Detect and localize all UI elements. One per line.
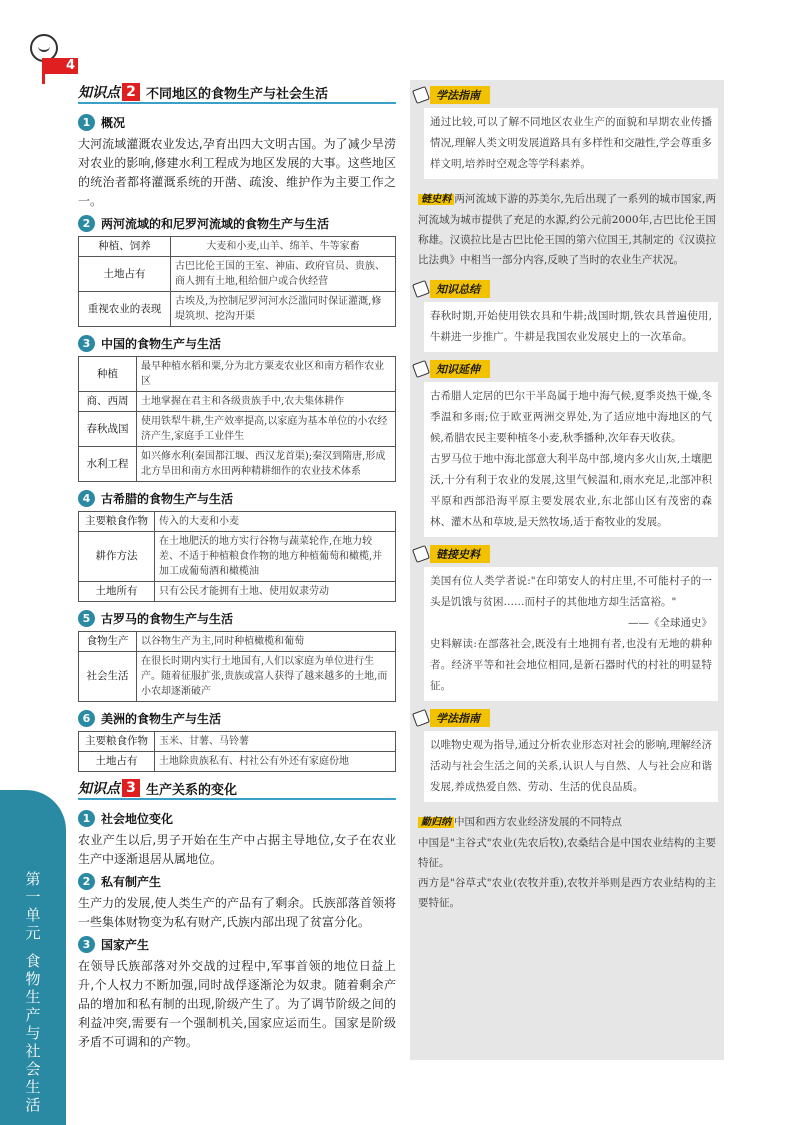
- kp-number-badge: 2: [122, 83, 140, 101]
- table-row: 种植、饲养 大麦和小麦,山羊、绵羊、牛等家畜: [79, 237, 396, 257]
- section-header: 3 中国的食物生产与生活: [78, 333, 396, 353]
- section-header: 1 概况: [78, 112, 396, 132]
- extension-box: 古希腊人定居的巴尔干半岛属于地中海气候,夏季炎热干燥,冬季温和多雨;位于欧亚两洲交界处,为了适应地中海地区的气候,希腊农民主要种植冬小麦,秋季播种,次年春天收获。 古罗马位于地中海北部意大利半岛中部,境内多火山灰,土壤肥沃,十分有利于农业的发展,这里气候温和,雨水充足,北部冲积平原和西部沿海平原主要发展农业,东北部山区有茂密的森林、灌木丛和草坡,是天然牧场,适于畜牧业的发展。: [424, 382, 718, 537]
- pen-icon: [412, 709, 430, 727]
- section-header: 1 社会地位变化: [78, 808, 396, 828]
- body-text: 农业产生以后,男子开始在生产中占据主导地位,女子在农业生产中逐渐退居从属地位。: [78, 833, 396, 866]
- section-header: 2 私有制产生: [78, 871, 396, 891]
- table-row: 社会生活 在很长时期内实行土地国有,人们以家庭为单位进行生产。随着征服扩张,贵族或富人获得了越来越多的土地,而小农却逐渐破产: [79, 652, 396, 702]
- pen-icon: [412, 360, 430, 378]
- number-circle: 2: [78, 215, 95, 232]
- summary-box: 春秋时期,开始使用铁农具和牛耕;战国时期,铁农具普遍使用,牛耕进一步推广。牛耕是我国农业发展史上的一次革命。: [424, 302, 718, 352]
- table-row: 土地占有 土地除贵族私有、村社公有外还有家庭份地: [79, 752, 396, 772]
- note-header: 链接史料: [414, 543, 724, 565]
- pen-icon: [412, 545, 430, 563]
- history-source-note: 链史料 两河流域下游的苏美尔,先后出现了一系列的城市国家,两河流域为城市提供了充足的水源,约公元前2000年,古巴比伦王国称雄。汉谟拉比是古巴比伦王国的第六位国王,其制定的《汉谟拉比法典》中相当一部分内容,反映了当时的农业生产状况。: [418, 193, 716, 266]
- sidebar-notes: [410, 80, 724, 1060]
- knowledge-point-3-header: 知识点 3 生产关系的变化: [78, 778, 396, 800]
- number-circle: 6: [78, 710, 95, 727]
- table-row: 主要粮食作物 传入的大麦和小麦: [79, 512, 396, 532]
- table-china: [78, 356, 396, 482]
- note-header: 知识总结: [414, 278, 724, 300]
- table-row: 食物生产 以谷物生产为主,同时种植橄榄和葡萄: [79, 632, 396, 652]
- number-circle: 3: [78, 335, 95, 352]
- conclusion-note: 勤归纳 中国和西方农业经济发展的不同特点 中国是"主谷式"农业(先农后牧),农桑结合是中国农业结构的主要特征。 西方是"谷草式"农业(农牧并重),农牧并举则是西方农业结构的主要特征。: [418, 816, 716, 909]
- number-circle: 3: [78, 936, 95, 953]
- table-row: 重视农业的表现 古埃及,为控制尼罗河河水泛滥同时保证灌溉,修堤筑坝、挖沟开渠: [79, 292, 396, 327]
- table-row: 土地所有 只有公民才能拥有土地、使用奴隶劳动: [79, 582, 396, 602]
- kp-title: 不同地区的食物生产与社会生活: [146, 86, 329, 102]
- note-header: 学法指南: [414, 707, 724, 729]
- section-header: 4 古希腊的食物生产与生活: [78, 488, 396, 508]
- number-circle: 5: [78, 610, 95, 627]
- study-guide-box: 通过比较,可以了解不同地区农业生产的面貌和早期农业传播情况,理解人类文明发展道路具有多样性和交融性,学会尊重多样文明,培养时空观念等学科素养。: [424, 108, 718, 179]
- table-row: 主要粮食作物 玉米、甘薯、马铃薯: [79, 732, 396, 752]
- table-row: 耕作方法 在土地肥沃的地方实行谷物与蔬菜轮作,在地力较差、不适于种植粮食作物的地方种植葡萄和橄榄,并加工成葡萄酒和橄榄油: [79, 532, 396, 582]
- pen-icon: [412, 86, 430, 104]
- knowledge-point-2-header: 知识点 2 不同地区的食物生产与社会生活: [78, 82, 396, 104]
- kp-title: 生产关系的变化: [146, 782, 238, 798]
- table-greece: [78, 511, 396, 602]
- overview-text: 大河流域灌溉农业发达,孕育出四大文明古国。为了减少旱涝对农业的影响,修建水利工程成为地区发展的大事。这些地区的统治者都将灌溉系统的开凿、疏浚、维护作为主要工作之一。: [78, 137, 396, 208]
- main-column: [78, 82, 396, 1052]
- pen-icon: [412, 280, 430, 298]
- table-row: 商、西周 土地掌握在君主和各级贵族手中,农夫集体耕作: [79, 392, 396, 412]
- table-row: 土地占有 古巴比伦王国的王室、神庙、政府官员、贵族、商人拥有土地,租给佃户或合伙经营: [79, 257, 396, 292]
- note-header: 知识延伸: [414, 358, 724, 380]
- table-americas: [78, 731, 396, 772]
- section-header: 5 古罗马的食物生产与生活: [78, 608, 396, 628]
- note-header: 学法指南: [414, 84, 724, 106]
- table-mesopotamia-egypt: [78, 236, 396, 327]
- table-rome: [78, 631, 396, 702]
- section-header: 6 美洲的食物生产与生活: [78, 708, 396, 728]
- section-header: 2 两河流域的和尼罗河流域的食物生产与生活: [78, 213, 396, 233]
- number-circle: 1: [78, 114, 95, 131]
- kp-number-badge: 3: [122, 779, 140, 797]
- study-guide-box: 以唯物史观为指导,通过分析农业形态对社会的影响,理解经济活动与社会生活之间的关系,认识人与自然、人与社会应和谐发展,养成热爱自然、劳动、生活的优良品质。: [424, 731, 718, 802]
- number-circle: 2: [78, 873, 95, 890]
- unit-side-label: 第 一 单 元 食 物 生 产 与 社 会 生 活: [25, 870, 41, 1114]
- section-header: 3 国家产生: [78, 934, 396, 954]
- number-circle: 4: [78, 490, 95, 507]
- table-row: 春秋战国 使用铁犁牛耕,生产效率提高,以家庭为基本单位的小农经济产生,家庭手工业伴生: [79, 412, 396, 447]
- body-text: 在领导氏族部落对外交战的过程中,军事首领的地位日益上升,个人权力不断加强,同时战俘逐渐沦为奴隶。随着剩余产品的增加和私有制的出现,阶级产生了。为了调节阶级之间的利益冲突,需要有一个强制机关,国家应运而生。国家是阶级矛盾不可调和的产物。: [78, 959, 396, 1049]
- body-text: 生产力的发展,使人类生产的产品有了剩余。氏族部落首领将一些集体财物变为私有财产,氏族内部出现了贫富分化。: [78, 896, 396, 929]
- page-number: 4: [66, 58, 76, 73]
- number-circle: 1: [78, 810, 95, 827]
- table-row: 水利工程 如兴修水利(秦国都江堰、西汉龙首渠);秦汉到隋唐,形成北方旱田和南方水田两种精耕细作的农业技术体系: [79, 447, 396, 482]
- divider: [42, 74, 45, 84]
- linked-source-box: 美国有位人类学者说:"在印第安人的村庄里,不可能村子的一头是饥饿与贫困……而村子的其他地方却生活富裕。" ——《全球通史》 史料解读:在部落社会,既没有土地拥有者,也没有无地的耕种者。经济平等和社会地位相同,是新石器时代的村社的明显特征。: [424, 567, 718, 701]
- table-row: 种植 最早种植水稻和粟,分为北方粟麦农业区和南方稻作农业区: [79, 357, 396, 392]
